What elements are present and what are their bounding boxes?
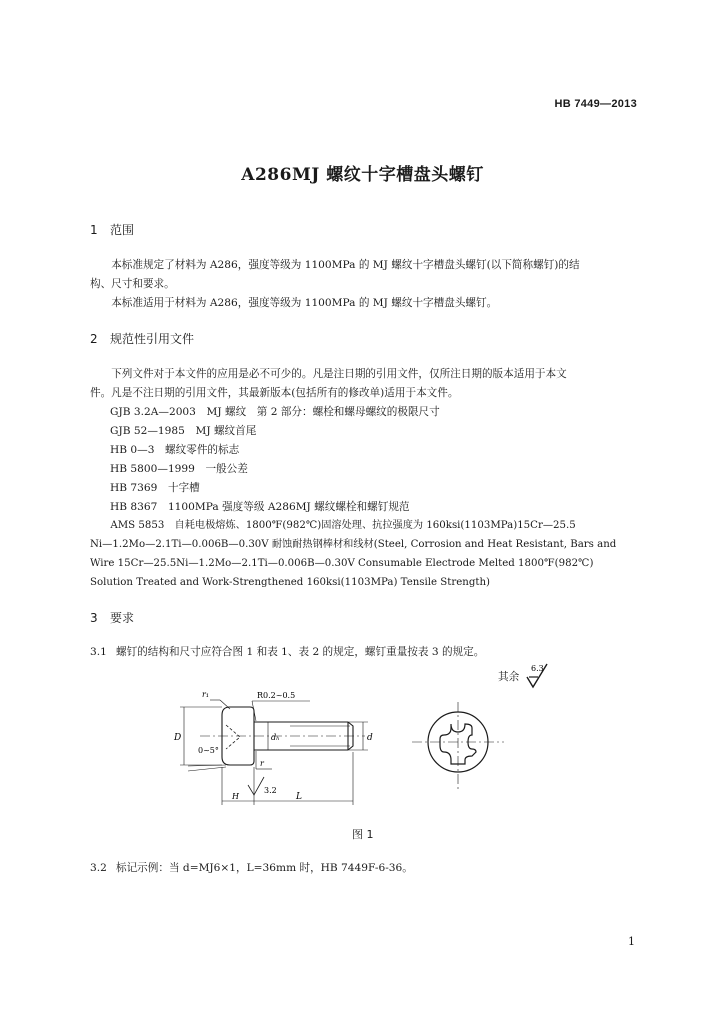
label-H: H bbox=[232, 792, 239, 801]
label-D: D bbox=[174, 733, 182, 743]
section-title: 范围 bbox=[110, 223, 135, 237]
rest-roughness-label: 其余 bbox=[498, 671, 520, 683]
label-L: L bbox=[296, 792, 302, 802]
ref-item-ams bbox=[90, 516, 640, 592]
scope-paragraph bbox=[90, 256, 636, 313]
ref-item: HB 8367 1100MPa 强度等级 A286MJ 螺纹螺栓和螺钉规范 bbox=[110, 501, 410, 513]
page-number: 1 bbox=[628, 935, 635, 948]
label-roughness-3-2: 3.2 bbox=[264, 786, 277, 795]
refs-intro bbox=[90, 365, 636, 403]
scope-para1-line1: 本标准规定了材料为 A286，强度等级为 1100MPa 的 MJ 螺纹十字槽盘头螺钉(以下简称螺钉)的结 bbox=[111, 259, 580, 271]
ams-line4: Solution Treated and Work-Strengthened 160ksi(1103MPa) Tensile Strength) bbox=[90, 577, 490, 588]
section-heading-scope bbox=[90, 221, 134, 238]
ref-item: HB 5800—1999 一般公差 bbox=[110, 463, 248, 475]
ref-item: HB 0—3 螺纹零件的标志 bbox=[110, 444, 240, 456]
section-heading-refs bbox=[90, 330, 194, 347]
clause-text: 标记示例：当 d=MJ6×1，L=36mm 时，HB 7449F-6-36。 bbox=[116, 862, 413, 874]
section-title: 要求 bbox=[110, 611, 135, 625]
roughness-value: 6.3 bbox=[531, 664, 544, 673]
section-title: 规范性引用文件 bbox=[110, 332, 195, 346]
clause-number: 3.1 bbox=[90, 646, 107, 658]
scope-para2: 本标准适用于材料为 A286，强度等级为 1100MPa 的 MJ 螺纹十字槽盘头螺钉。 bbox=[111, 297, 498, 309]
ref-item: GJB 3.2A—2003 MJ 螺纹 第 2 部分：螺栓和螺母螺纹的极限尺寸 bbox=[110, 406, 440, 418]
label-d: d bbox=[367, 733, 373, 743]
section-number: 2 bbox=[90, 332, 98, 346]
ref-item: GJB 52—1985 MJ 螺纹首尾 bbox=[110, 425, 257, 437]
section-heading-requirements bbox=[90, 609, 134, 626]
scope-para1-line2: 构、尺寸和要求。 bbox=[90, 278, 175, 290]
clause-number: 3.2 bbox=[90, 862, 107, 874]
label-angle: 0~5° bbox=[198, 746, 219, 755]
section-number: 1 bbox=[90, 223, 98, 237]
screw-side-view-drawing bbox=[160, 685, 380, 815]
label-r: r bbox=[260, 759, 264, 768]
clause-3-1 bbox=[90, 644, 484, 659]
label-fillet: R0.2~0.5 bbox=[257, 691, 296, 700]
figure-caption: 图 1 bbox=[352, 828, 374, 841]
ams-line1: AMS 5853 自耗电极熔炼、1800℉(982℃)固溶处理、抗拉强度为 160ksi(1103MPa)15Cr—25.5 bbox=[110, 520, 576, 531]
section-number: 3 bbox=[90, 611, 98, 625]
ref-item: HB 7369 十字槽 bbox=[110, 482, 200, 494]
refs-intro-line2: 件。凡是不注日期的引用文件，其最新版本(包括所有的修改单)适用于本文件。 bbox=[90, 387, 459, 399]
document-title: A286MJ 螺纹十字槽盘头螺钉 bbox=[241, 165, 484, 185]
label-dh: dₕ bbox=[271, 733, 280, 742]
ams-line2: Ni—1.2Mo—2.1Ti—0.006B—0.30V 耐蚀耐热钢棒材和线材(Steel, Corrosion and Heat Resistant, Bars and bbox=[90, 539, 617, 550]
standard-number: HB 7449—2013 bbox=[554, 98, 637, 110]
clause-text: 螺钉的结构和尺寸应符合图 1 和表 1、表 2 的规定，螺钉重量按表 3 的规定。 bbox=[116, 646, 485, 658]
label-r1: r₁ bbox=[202, 690, 210, 699]
screw-end-view-drawing bbox=[410, 700, 506, 796]
roughness-symbol-icon bbox=[524, 660, 554, 690]
refs-intro-line1: 下列文件对于本文件的应用是必不可少的。凡是注日期的引用文件，仅所注日期的版本适用于本文 bbox=[111, 368, 567, 380]
clause-3-2 bbox=[90, 860, 413, 875]
ams-line3: Wire 15Cr—25.5Ni—1.2Mo—2.1Ti—0.006B—0.30V Consumable Electrode Melted 1800℉(982℃) bbox=[90, 558, 594, 569]
